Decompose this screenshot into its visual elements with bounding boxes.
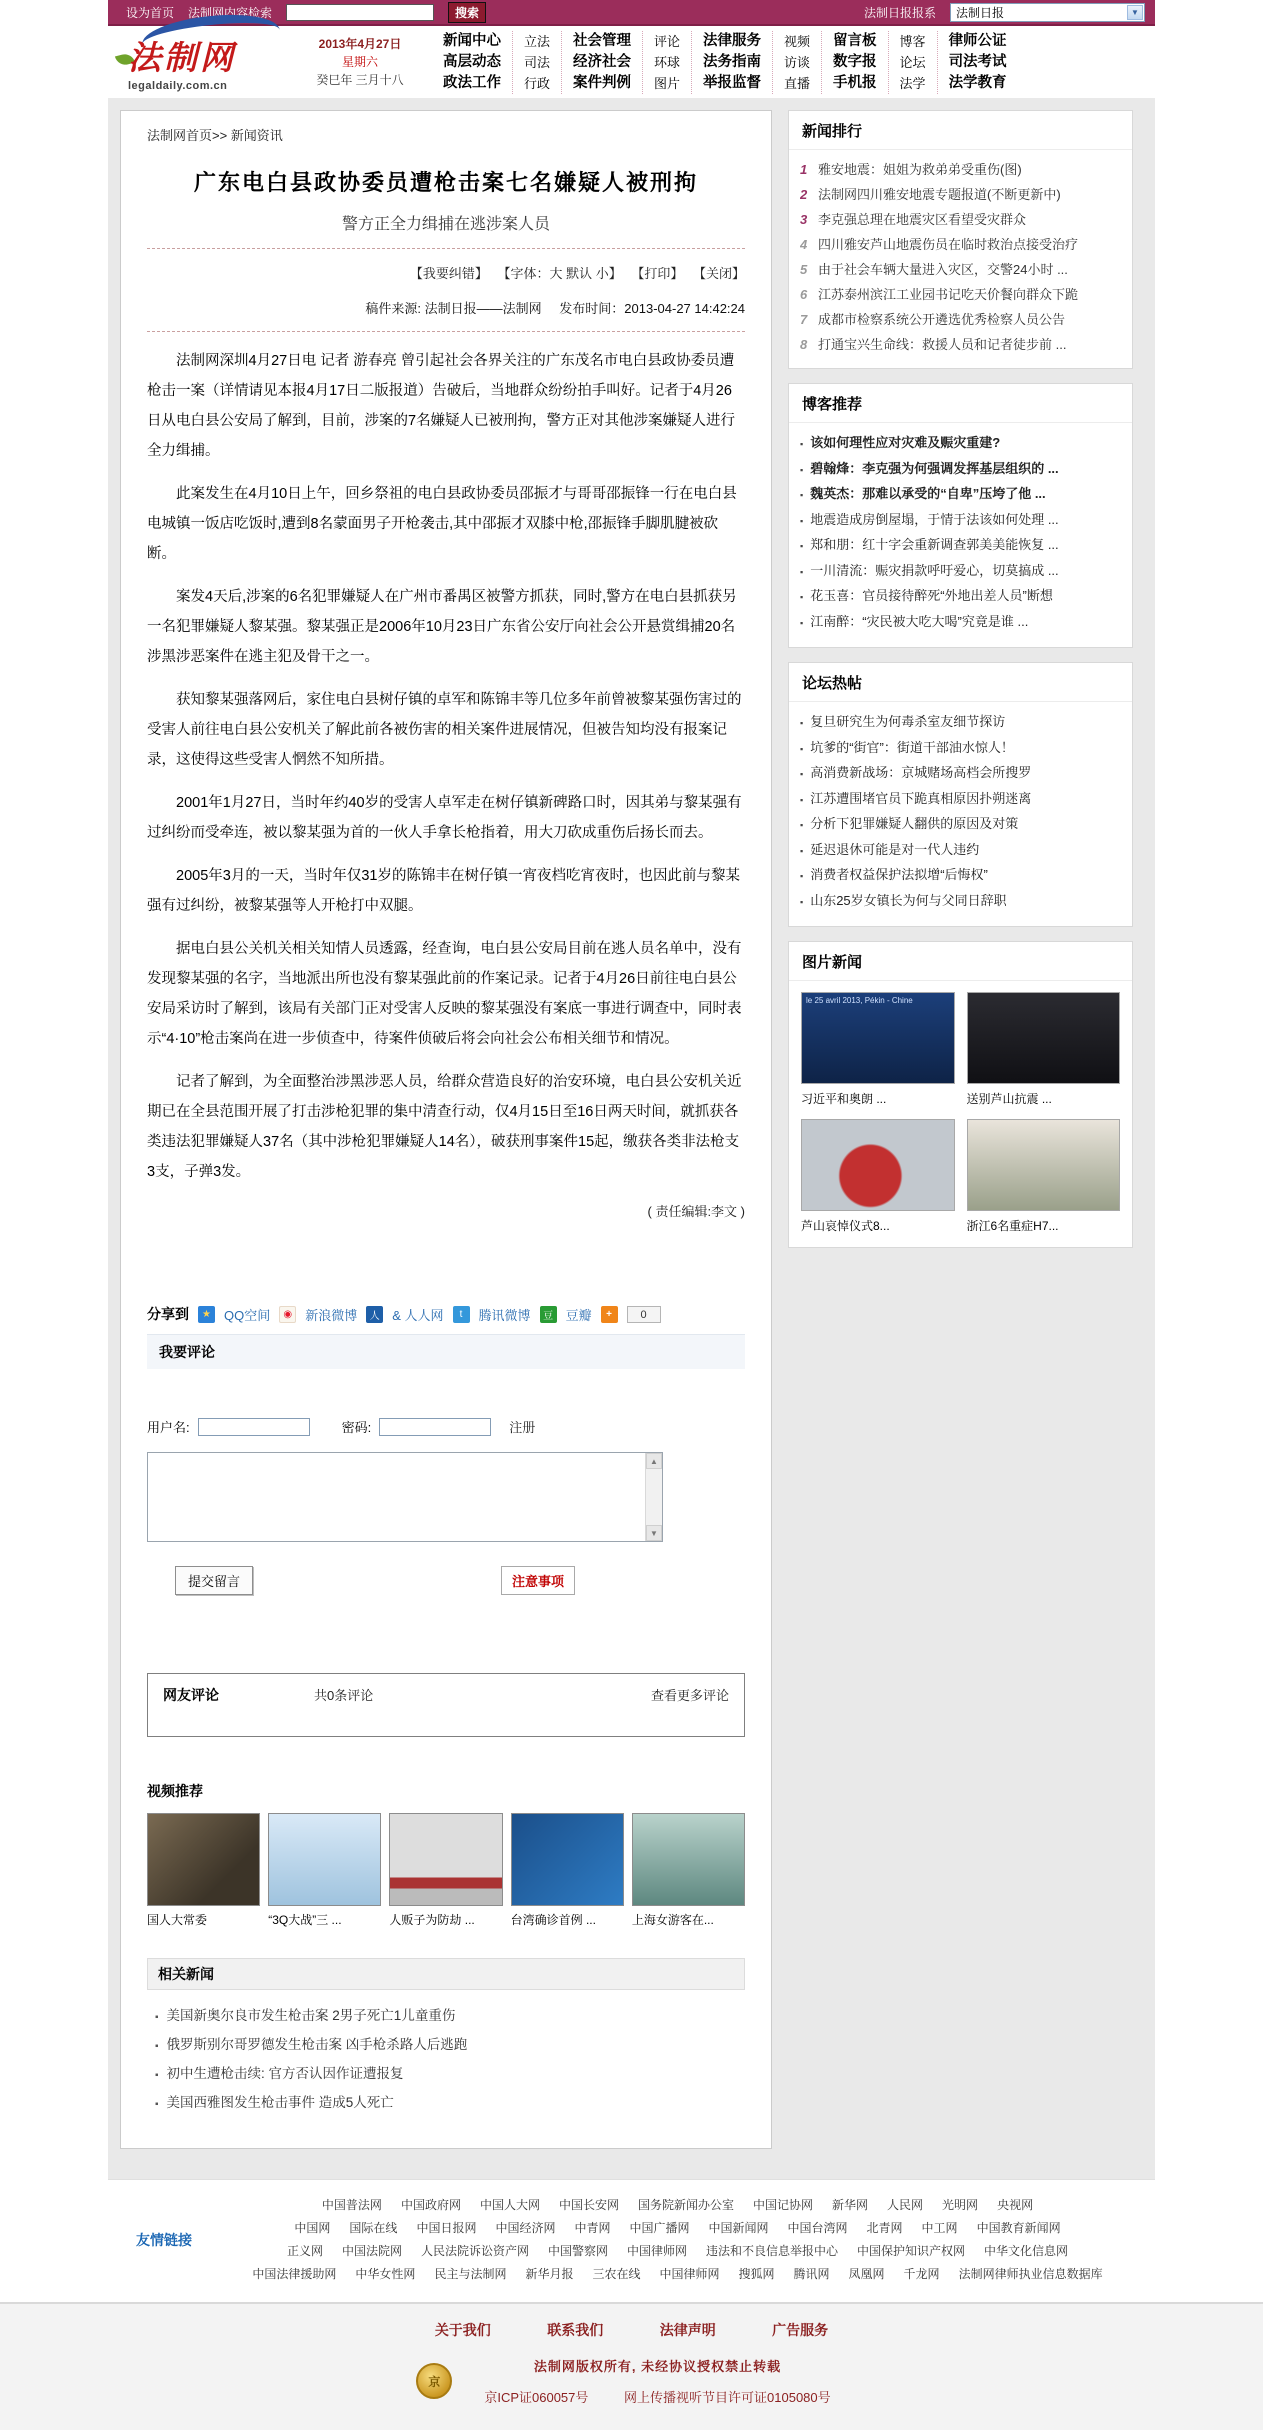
friend-link[interactable]: 违法和不良信息举报中心 (706, 2244, 839, 2258)
paper-series-label: 法制日报报系 (863, 5, 936, 20)
nav-item[interactable]: 政法工作 (443, 74, 501, 91)
article-pubtime: 发布时间：2013-04-27 14:42:24 (559, 301, 745, 316)
blog-item[interactable]: ▪ 该如何理性应对灾难及赈灾重建? (800, 431, 1121, 457)
friend-link[interactable]: 中国普法网 (321, 2198, 382, 2212)
rank-number: 7 (800, 312, 808, 327)
news-rank-item[interactable]: 5 由于社会车辆大量进入灾区，交警24小时 ... (800, 257, 1121, 282)
report-error-button[interactable]: 【我要纠错】 (409, 266, 488, 281)
blog-item[interactable]: ▪ 碧翰烽：李克强为何强调发挥基层组织的 ... (800, 457, 1121, 483)
video-caption[interactable]: 台湾确诊首例 ... (510, 1913, 596, 1927)
photo-thumbnail[interactable] (801, 1119, 955, 1211)
share-douban-link[interactable]: 豆瓣 (565, 1307, 592, 1323)
news-rank-item[interactable]: 1 雅安地震：姐姐为救弟弟受重伤(图) (800, 157, 1121, 182)
blog-item[interactable]: ▪ 一川清流：赈灾捐款呼吁爱心，切莫搞成 ... (800, 559, 1121, 585)
nav-item[interactable]: 留言板 (833, 32, 877, 49)
sidebar (788, 110, 1133, 1262)
nav-item[interactable]: 法律服务 (703, 32, 762, 49)
scroll-up-icon[interactable]: ▲ (646, 1453, 662, 1469)
friend-link[interactable]: 人民网 (887, 2198, 924, 2212)
news-rank-item[interactable]: 4 四川雅安芦山地震伤员在临时救治点接受治疗 (800, 232, 1121, 257)
photo-overlay-text: le 25 avril 2013, Pékin - Chine (806, 996, 913, 1005)
nav-col-news-center (432, 31, 512, 94)
password-label: 密码: (341, 1420, 372, 1435)
blog-item[interactable]: ▪ 郑和朋：红十字会重新调查郭美美能恢复 ... (800, 533, 1121, 559)
photo-item[interactable] (967, 1119, 1121, 1234)
forum-title: 论坛热帖 (789, 663, 1132, 702)
related-news-title: 相关新闻 (147, 1958, 745, 1990)
friend-link[interactable]: 光明网 (942, 2198, 979, 2212)
nav-col-legal-service (691, 31, 772, 94)
article-paragraph: 2001年1月27日，当时年约40岁的受害人卓军走在树仔镇新碑路口时，因其弟与黎某强有过纠纷而受牵连，被以黎某强为首的一伙人手拿长枪指着，用大刀砍成重伤后扬长而去。 (147, 795, 742, 841)
comments-list-box (147, 1673, 745, 1737)
forum-item[interactable]: ▪ 延迟退休可能是对一代人违约 (800, 838, 1121, 864)
nav-item[interactable]: 法学 (899, 75, 926, 91)
forum-item[interactable]: ▪ 坑爹的“街官”：街道干部油水惊人！ (800, 736, 1121, 762)
rank-number: 5 (800, 262, 808, 277)
friend-link[interactable]: 中国网 (294, 2221, 331, 2235)
print-button[interactable]: 【打印】 (631, 266, 684, 281)
page-footer (0, 2302, 1263, 2430)
nav-col-commentary (642, 31, 691, 94)
date-line: 2013年4月27日 (318, 37, 402, 51)
site-logo[interactable] (114, 32, 304, 92)
main-area (108, 98, 1155, 2179)
comments-count: 共0条评论 (314, 1688, 374, 1703)
friend-links (108, 2179, 1155, 2302)
friend-link[interactable]: 中国台湾网 (787, 2221, 848, 2235)
rank-number: 1 (800, 162, 808, 177)
blog-title: 博客推荐 (789, 384, 1132, 423)
nav-col-message-board (821, 31, 888, 94)
friend-link[interactable]: 中国长安网 (558, 2198, 619, 2212)
search-button[interactable]: 搜索 (448, 2, 486, 23)
photo-item[interactable] (801, 992, 955, 1107)
article-paragraph: 案发4天后,涉案的6名犯罪嫌疑人在广州市番禺区被警方抓获，同时,警方在电白县抓获另一名犯罪嫌疑人黎某强。黎某强正是2006年10月23日广东省公安厅向社会公开悬赏缉捕20名涉黑涉恶案件在逃主犯及骨干之一。 (147, 589, 737, 665)
photo-caption[interactable]: 芦山哀悼仪式8... (801, 1219, 890, 1233)
nav-item[interactable]: 行政 (524, 75, 551, 91)
rank-number: 2 (800, 187, 808, 202)
lunar-date-line: 癸巳年 三月十八 (316, 73, 404, 87)
friend-link[interactable]: 三农在线 (592, 2267, 641, 2281)
video-item[interactable] (511, 1813, 624, 1928)
legal-notice-link[interactable]: 法律声明 (659, 2322, 716, 2338)
photo-caption[interactable]: 送别芦山抗震 ... (966, 1092, 1052, 1106)
chevron-down-icon: ▼ (1127, 5, 1143, 20)
comment-textarea[interactable] (147, 1452, 663, 1542)
related-news-item[interactable]: ▪ 美国西雅图发生枪击事件 造成5人死亡 (155, 2089, 745, 2118)
friend-link[interactable]: 中国律师网 (627, 2244, 688, 2258)
article-title: 广东电白县政协委员遭枪击案七名嫌疑人被刑拘 (193, 170, 698, 195)
nav-item[interactable]: 访谈 (784, 54, 811, 70)
friend-link[interactable]: 北青网 (866, 2221, 903, 2235)
friend-link[interactable]: 新华网 (832, 2198, 869, 2212)
comments-title: 网友评论 (163, 1687, 219, 1703)
video-thumbnail[interactable] (147, 1813, 260, 1906)
nav-item[interactable]: 论坛 (899, 54, 926, 70)
news-rank-item[interactable]: 8 打通宝兴生命线：救援人员和记者徒步前 ... (800, 332, 1121, 357)
friend-link[interactable]: 凤凰网 (848, 2267, 885, 2281)
share-label: 分享到 (147, 1306, 189, 1322)
font-size-control[interactable]: 【字体：大 默认 小】 (497, 266, 622, 281)
douban-icon[interactable]: 豆 (540, 1306, 557, 1323)
scroll-down-icon[interactable]: ▼ (646, 1525, 662, 1541)
forum-item[interactable]: ▪ 山东25岁女镇长为何与父同日辞职 (800, 889, 1121, 915)
share-qzone-link[interactable]: QQ空间 (224, 1307, 271, 1323)
friend-link[interactable]: 中国广播网 (629, 2221, 690, 2235)
friend-links-label: 友情链接 (136, 2232, 192, 2248)
rank-number: 8 (800, 337, 808, 352)
nav-item[interactable]: 法学教育 (948, 74, 1007, 91)
share-row (147, 1304, 745, 1324)
friend-links-row (210, 2217, 1145, 2240)
related-news-item[interactable]: ▪ 俄罗斯别尔哥罗德发生枪击案 凶手枪杀路人后逃跑 (155, 2031, 745, 2060)
friend-links-row (210, 2194, 1145, 2217)
share-count: 0 (627, 1306, 661, 1323)
article-paragraph: 2005年3月的一天，当时年仅31岁的陈锦丰在树仔镇一宵夜档吃宵夜时，也因此前与黎某强有过纠纷，被黎某强等人开枪打中双腿。 (147, 868, 740, 914)
article-box (120, 110, 772, 2149)
nav-item[interactable]: 图片 (654, 75, 681, 91)
video-item[interactable] (632, 1813, 745, 1928)
friend-link[interactable]: 正义网 (286, 2244, 323, 2258)
friend-link[interactable]: 民主与法制网 (434, 2267, 507, 2281)
icp-line (468, 2387, 846, 2406)
friend-link[interactable]: 中华女性网 (355, 2267, 416, 2281)
related-news-list (155, 2002, 745, 2118)
friend-links-row (210, 2240, 1145, 2263)
nav-item[interactable]: 司法 (524, 54, 551, 70)
nav-item[interactable]: 数字报 (833, 53, 877, 70)
article-paragraph: 此案发生在4月10日上午，回乡祭祖的电白县政协委员邵振才与哥哥邵振锋一行在电白县电城镇一饭店吃饭时,遭到8名蒙面男子开枪袭击,其中邵振才双膝中枪,邵振锋手脚肌腱被砍断。 (147, 486, 737, 562)
article-toolbar (147, 263, 745, 282)
nav-item[interactable]: 社会管理 (573, 32, 632, 49)
nav-item[interactable]: 评论 (654, 33, 681, 49)
photo-news-title: 图片新闻 (789, 942, 1132, 981)
paper-select[interactable] (950, 3, 1145, 22)
friend-link[interactable]: 腾讯网 (793, 2267, 830, 2281)
forum-item[interactable]: ▪ 消费者权益保护法拟增“后悔权” (800, 863, 1121, 889)
license-number: 网上传播视听节目许可证0105080号 (624, 2390, 831, 2405)
weekday-line: 星期六 (341, 55, 378, 69)
friend-link[interactable]: 新华月报 (525, 2267, 574, 2281)
forum-item[interactable]: ▪ 江苏遭围堵官员下跪真相原因扑朔迷离 (800, 787, 1121, 813)
news-rank-box (788, 110, 1133, 369)
photo-thumbnail[interactable] (967, 1119, 1121, 1211)
nav-col-video (772, 31, 821, 94)
notice-button[interactable]: 注意事项 (501, 1566, 575, 1595)
nav-item[interactable]: 高层动态 (443, 53, 501, 70)
photo-caption[interactable]: 习近平和奥朗 ... (801, 1092, 887, 1106)
share-more-icon[interactable]: + (601, 1306, 618, 1323)
logo-domain: legaldaily.com.cn (128, 80, 228, 92)
paper-select-value: 法制日报 (956, 5, 1005, 20)
share-weibo-link[interactable]: 新浪微博 (305, 1307, 358, 1323)
nav-item[interactable]: 直播 (784, 75, 811, 91)
nav-item[interactable]: 手机报 (833, 74, 877, 91)
friend-link[interactable]: 人民法院诉讼资产网 (420, 2244, 529, 2258)
nav-item[interactable]: 立法 (524, 33, 551, 49)
blog-item[interactable]: ▪ 花玉喜：官员接待醉死“外地出差人员”断想 (800, 584, 1121, 610)
copyright-text: 法制网版权所有, 未经协议授权禁止转载 (533, 2359, 782, 2374)
article-subtitle: 警方正全力缉捕在逃涉案人员 (341, 216, 550, 233)
comment-login-row (147, 1417, 745, 1436)
photo-news-box (788, 941, 1133, 1248)
news-rank-title: 新闻排行 (789, 111, 1132, 150)
nav-col-lawyer (937, 31, 1018, 94)
friend-link[interactable]: 中国政府网 (400, 2198, 461, 2212)
nav-item[interactable]: 环球 (654, 54, 681, 70)
rank-number: 4 (800, 237, 808, 252)
friend-link[interactable]: 搜狐网 (738, 2267, 775, 2281)
friend-link[interactable]: 中国记协网 (753, 2198, 814, 2212)
breadcrumb[interactable]: 法制网首页>> 新闻资讯 (147, 128, 283, 143)
article-meta (147, 298, 745, 317)
photo-caption[interactable]: 浙江6名重症H7... (966, 1219, 1059, 1233)
blog-item[interactable]: ▪ 魏英杰：那难以承受的“自卑”压垮了他 ... (800, 482, 1121, 508)
video-thumbnail[interactable] (268, 1813, 381, 1906)
advertising-link[interactable]: 广告服务 (772, 2322, 829, 2338)
video-section-title: 视频推荐 (147, 1783, 203, 1799)
friend-link[interactable]: 法制网律师执业信息数据库 (958, 2267, 1103, 2281)
video-thumbnail[interactable] (389, 1813, 502, 1906)
friend-link[interactable]: 国务院新闻办公室 (637, 2198, 734, 2212)
friend-link[interactable]: 中国经济网 (495, 2221, 556, 2235)
forum-item[interactable]: ▪ 分析下犯罪嫌疑人翻供的原因及对策 (800, 812, 1121, 838)
friend-link[interactable]: 中国保护知识产权网 (857, 2244, 966, 2258)
related-news-item[interactable]: ▪ 初中生遭枪击续: 官方否认因作证遭报复 (155, 2060, 745, 2089)
video-caption[interactable]: 国人大常委 (147, 1913, 208, 1927)
comment-section-bar: 我要评论 (147, 1334, 745, 1369)
video-row (147, 1813, 745, 1928)
blog-item[interactable]: ▪ 江南醉：“灾民被大吃大喝”究竟是谁 ... (800, 610, 1121, 636)
comment-buttons-row (147, 1566, 745, 1595)
username-field[interactable] (198, 1418, 310, 1436)
more-comments-link[interactable]: 查看更多评论 (650, 1688, 729, 1703)
tencent-weibo-icon[interactable]: t (453, 1306, 470, 1323)
footer-nav (0, 2320, 1263, 2340)
rank-number: 6 (800, 287, 808, 302)
friend-link[interactable]: 中青网 (574, 2221, 611, 2235)
video-caption[interactable]: “3Q大战”三 ... (268, 1913, 342, 1927)
article-source: 稿件来源: 法制日报——法制网 (365, 301, 542, 316)
sina-weibo-icon[interactable]: ◉ (279, 1306, 296, 1323)
share-tweibo-link[interactable]: 腾讯微博 (478, 1307, 531, 1323)
nav-item[interactable]: 举报监督 (703, 74, 762, 91)
news-rank-item[interactable]: 7 成都市检察系统公开遴选优秀检察人员公告 (800, 307, 1121, 332)
nav-item[interactable]: 法务指南 (703, 53, 762, 70)
article-paragraph: 法制网深圳4月27日电 记者 游春亮 曾引起社会各界关注的广东茂名市电白县政协委员遭枪击一案（详情请见本报4月17日二版报道）告破后，当地群众纷纷拍手叫好。记者于4月26日从电白县公安局了解到，目前，涉案的7名嫌疑人已被刑拘，警方正对其他涉案嫌疑人进行全力缉捕。 (147, 353, 736, 459)
article-paragraph: 据电白县公关机关相关知情人员透露，经查询，电白县公安局目前在逃人员名单中，没有发现黎某强的名字，当地派出所也没有黎某强此前的作案记录。记者于4月26日前往电白县公安局采访时了解到，该局有关部门正对受害人反映的黎某强没有案底一事进行调查中，同时表示“4·10”枪击案尚在进一步侦查中，待案件侦破后将会向社会公布相关细节和情况。 (147, 941, 742, 1047)
video-thumbnail[interactable] (632, 1813, 745, 1906)
forum-item[interactable]: ▪ 复旦研究生为何毒杀室友细节探访 (800, 710, 1121, 736)
video-caption[interactable]: 人贩子为防劫 ... (389, 1913, 475, 1927)
logo-text: 法制网 (128, 41, 236, 77)
icp-number: 京ICP证060057号 (484, 2390, 589, 2405)
renren-icon[interactable]: 人 (366, 1306, 383, 1323)
friend-link[interactable]: 中国人大网 (479, 2198, 540, 2212)
register-link[interactable]: 注册 (509, 1420, 536, 1435)
set-home-link[interactable]: 设为首页 (126, 5, 175, 20)
friend-link[interactable]: 中华文化信息网 (984, 2244, 1069, 2258)
nav-item[interactable]: 案件判例 (573, 74, 632, 91)
password-field[interactable] (379, 1418, 491, 1436)
editor-line: ( 责任编辑:李文 ) (647, 1204, 745, 1219)
nav-item[interactable]: 博客 (899, 33, 926, 49)
close-button[interactable]: 【关闭】 (692, 266, 745, 281)
nav-item[interactable]: 视频 (784, 33, 811, 49)
photo-thumbnail[interactable] (967, 992, 1121, 1084)
contact-us-link[interactable]: 联系我们 (547, 2322, 604, 2338)
video-item[interactable] (389, 1813, 502, 1928)
news-rank-item[interactable]: 3 李克强总理在地震灾区看望受灾群众 (800, 207, 1121, 232)
friend-link[interactable]: 中工网 (921, 2221, 958, 2235)
nav-item[interactable]: 司法考试 (948, 53, 1007, 70)
friend-link[interactable]: 千龙网 (903, 2267, 940, 2281)
article-paragraph: 记者了解到，为全面整治涉黑涉恶人员，给群众营造良好的治安环境，电白县公安机关近期已在全县范围开展了打击涉枪犯罪的集中清查行动，仅4月15日至16日两天时间，就抓获各类违法犯罪嫌疑人37名（其中涉枪犯罪嫌疑人14名），破获刑事案件15起，缴获各类非法枪支3支，子弹3发。 (147, 1074, 742, 1180)
main-nav (432, 31, 1149, 94)
date-box (304, 35, 416, 89)
username-label: 用户名: (147, 1420, 190, 1435)
textarea-scrollbar[interactable] (645, 1453, 662, 1541)
nav-col-society (561, 31, 642, 94)
forum-box (788, 662, 1133, 927)
friend-link[interactable]: 央视网 (997, 2198, 1034, 2212)
friend-link[interactable]: 中国教育新闻网 (976, 2221, 1061, 2235)
site-search-label: 法制网内容检索 (188, 5, 273, 20)
friend-link[interactable]: 中国法院网 (341, 2244, 402, 2258)
article-paragraph: 获知黎某强落网后，家住电白县树仔镇的卓军和陈锦丰等几位多年前曾被黎某强伤害过的受害人前往电白县公安机关了解此前各被伤害的相关案件进展情况，但被告知均没有报案记录，这使得这些受害人惘然不知所措。 (147, 692, 742, 768)
blog-item[interactable]: ▪ 地震造成房倒屋塌，于情于法该如何处理 ... (800, 508, 1121, 534)
friend-link[interactable]: 中国法律援助网 (252, 2267, 337, 2281)
about-us-link[interactable]: 关于我们 (434, 2322, 491, 2338)
forum-item[interactable]: ▪ 高消费新战场：京城赌场高档会所搜罗 (800, 761, 1121, 787)
photo-item[interactable] (967, 992, 1121, 1107)
nav-item[interactable]: 新闻中心 (443, 32, 501, 49)
friend-links-row (210, 2263, 1145, 2286)
nav-item[interactable]: 经济社会 (573, 53, 632, 70)
qzone-icon[interactable]: ★ (198, 1306, 215, 1323)
photo-item[interactable] (801, 1119, 955, 1234)
article-body (147, 346, 745, 1187)
video-item[interactable] (147, 1813, 260, 1928)
video-thumbnail[interactable] (511, 1813, 624, 1906)
video-caption[interactable]: 上海女游客在... (631, 1913, 714, 1927)
rank-number: 3 (800, 212, 808, 227)
nav-col-legislation (512, 31, 561, 94)
search-input[interactable] (286, 4, 434, 21)
video-item[interactable] (268, 1813, 381, 1928)
blog-box (788, 383, 1133, 648)
submit-comment-button[interactable]: 提交留言 (175, 1566, 253, 1595)
related-news-item[interactable]: ▪ 美国新奥尔良市发生枪击案 2男子死亡1儿童重伤 (155, 2002, 745, 2031)
friend-link[interactable]: 中国警察网 (547, 2244, 608, 2258)
friend-link[interactable]: 国际在线 (349, 2221, 398, 2235)
divider (147, 248, 745, 249)
photo-thumbnail[interactable] (801, 992, 955, 1084)
security-badge-icon: 京 (416, 2363, 452, 2399)
nav-col-blog (888, 31, 937, 94)
divider (147, 331, 745, 332)
page (108, 0, 1155, 2302)
friend-link[interactable]: 中国日报网 (416, 2221, 477, 2235)
site-header (108, 26, 1155, 98)
nav-item[interactable]: 律师公证 (948, 32, 1007, 49)
news-rank-item[interactable]: 6 江苏泰州滨江工业园书记吃天价餐向群众下跪 (800, 282, 1121, 307)
share-renren-link[interactable]: & 人人网 (392, 1307, 444, 1323)
friend-link[interactable]: 中国律师网 (659, 2267, 720, 2281)
friend-link[interactable]: 中国新闻网 (708, 2221, 769, 2235)
news-rank-item[interactable]: 2 法制网四川雅安地震专题报道(不断更新中) (800, 182, 1121, 207)
